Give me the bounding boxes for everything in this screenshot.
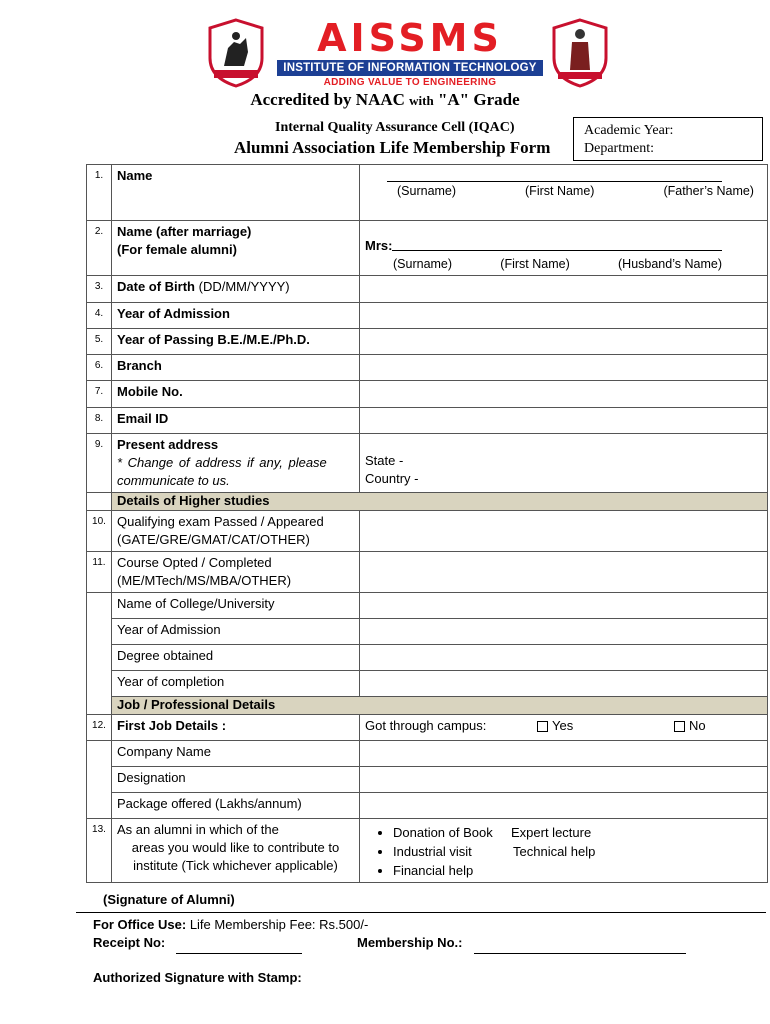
admission-label: Year of Admission xyxy=(112,303,360,329)
company-field[interactable] xyxy=(360,741,768,767)
exam-field[interactable] xyxy=(360,511,768,552)
completion-field[interactable] xyxy=(360,671,768,697)
row-number-empty xyxy=(87,767,112,793)
name-label: Name xyxy=(112,165,360,221)
degree-field[interactable] xyxy=(360,645,768,671)
table-row-email xyxy=(87,408,768,434)
admission-field[interactable] xyxy=(360,303,768,329)
table-row-package xyxy=(87,793,768,819)
row-number: 10. xyxy=(87,511,112,552)
address-field[interactable] xyxy=(360,434,768,493)
table-row-name xyxy=(87,165,768,221)
row-number-empty xyxy=(87,645,112,671)
receipt-no-field[interactable] xyxy=(176,953,302,954)
table-row-admission xyxy=(87,303,768,329)
row-number-empty xyxy=(87,593,112,619)
office-use-line xyxy=(93,917,368,932)
dob-label-text: Date of Birth xyxy=(117,279,195,294)
caption-fathers-name: (Father’s Name) xyxy=(663,184,754,198)
table-row-company xyxy=(87,741,768,767)
exam-label-line2: (GATE/GRE/GMAT/CAT/OTHER) xyxy=(117,532,310,547)
table-row-dob xyxy=(87,276,768,303)
option-financial-help[interactable]: Financial help xyxy=(393,863,474,878)
caption-first-name: (First Name) xyxy=(525,184,595,198)
accreditation-grade: "A" Grade xyxy=(437,90,520,109)
yes-checkbox[interactable] xyxy=(537,721,548,732)
degree-label: Degree obtained xyxy=(112,645,360,671)
table-row-mobile xyxy=(87,381,768,408)
address-note-line1 xyxy=(117,454,354,472)
designation-label: Designation xyxy=(112,767,360,793)
package-field[interactable] xyxy=(360,793,768,819)
company-label: Company Name xyxy=(112,741,360,767)
married-label-line1: Name (after marriage) xyxy=(117,224,252,239)
dob-field[interactable] xyxy=(360,276,768,303)
college-label: Name of College/University xyxy=(112,593,360,619)
no-option[interactable] xyxy=(674,717,706,735)
contribute-option-list xyxy=(365,823,762,880)
divider xyxy=(76,912,766,913)
first-job-field xyxy=(360,715,768,741)
hs-admission-label: Year of Admission xyxy=(112,619,360,645)
course-label xyxy=(112,552,360,593)
brand-subtitle: INSTITUTE OF INFORMATION TECHNOLOGY xyxy=(277,60,542,76)
academic-year-label: Academic Year: xyxy=(584,123,674,138)
table-row-hs-admission xyxy=(87,619,768,645)
row-number-empty xyxy=(87,741,112,767)
married-name-field[interactable] xyxy=(360,221,768,276)
no-label: No xyxy=(689,718,706,733)
married-underline xyxy=(392,237,722,251)
yes-label: Yes xyxy=(552,718,574,733)
dob-label xyxy=(112,276,360,303)
row-number-empty xyxy=(87,493,112,511)
dob-format: (DD/MM/YYYY) xyxy=(198,279,290,294)
caption-surname: (Surname) xyxy=(393,257,453,271)
no-checkbox[interactable] xyxy=(674,721,685,732)
yes-option[interactable] xyxy=(537,717,674,735)
table-row-designation xyxy=(87,767,768,793)
address-state-label: State - xyxy=(365,453,404,468)
contribute-label-line3: institute (Tick whichever applicable) xyxy=(133,858,338,873)
list-item[interactable] xyxy=(393,861,762,880)
row-number-empty xyxy=(87,619,112,645)
contribute-label-line2: areas you would like to contribute to xyxy=(131,840,340,855)
accreditation-with: with xyxy=(409,93,434,108)
row-number: 9. xyxy=(87,434,112,493)
email-field[interactable] xyxy=(360,408,768,434)
row-number: 13. xyxy=(87,819,112,883)
receipt-no-label: Receipt No: xyxy=(93,935,166,950)
table-row-exam xyxy=(87,511,768,552)
married-label-line2: (For female alumni) xyxy=(117,242,237,257)
institute-emblem-right-icon xyxy=(548,18,612,88)
package-label: Package offered (Lakhs/annum) xyxy=(112,793,360,819)
passing-label: Year of Passing B.E./M.E./Ph.D. xyxy=(112,329,360,355)
address-country-label: Country - xyxy=(365,471,419,486)
contribute-options xyxy=(360,819,768,883)
mrs-prefix: Mrs: xyxy=(365,238,393,253)
authorized-signature-label: Authorized Signature with Stamp: xyxy=(93,970,302,985)
row-number: 6. xyxy=(87,355,112,381)
table-row-section-job xyxy=(87,697,768,715)
iqac-heading: Internal Quality Assurance Cell (IQAC) xyxy=(275,120,515,135)
brand-block xyxy=(270,18,550,88)
course-field[interactable] xyxy=(360,552,768,593)
caption-husbands-name: (Husband’s Name) xyxy=(618,257,722,271)
completion-label: Year of completion xyxy=(112,671,360,697)
designation-field[interactable] xyxy=(360,767,768,793)
option-donation-of-book[interactable]: Donation of Book xyxy=(393,825,493,840)
contribute-label-line1: As an alumni in which of the xyxy=(117,822,279,837)
option-expert-lecture[interactable]: Expert lecture xyxy=(511,825,592,840)
campus-label: Got through campus: xyxy=(365,718,487,733)
membership-form-table xyxy=(86,164,768,883)
row-number: 11. xyxy=(87,552,112,593)
email-label: Email ID xyxy=(112,408,360,434)
membership-no-label: Membership No.: xyxy=(357,935,463,950)
address-note-line2: communicate to us. xyxy=(117,473,230,488)
membership-fee-text: Life Membership Fee: Rs.500/- xyxy=(189,917,369,932)
table-row-degree xyxy=(87,645,768,671)
membership-no-field[interactable] xyxy=(474,953,686,954)
option-technical-help[interactable]: Technical help xyxy=(513,844,596,859)
option-industrial-visit[interactable]: Industrial visit xyxy=(393,844,472,859)
row-number-empty xyxy=(87,793,112,819)
table-row-branch xyxy=(87,355,768,381)
course-label-line2: (ME/MTech/MS/MBA/OTHER) xyxy=(117,573,292,588)
contribute-label xyxy=(112,819,360,883)
course-label-line1: Course Opted / Completed xyxy=(117,555,272,570)
branch-field[interactable] xyxy=(360,355,768,381)
row-number: 1. xyxy=(87,165,112,221)
department-label: Department: xyxy=(584,141,654,156)
row-number: 5. xyxy=(87,329,112,355)
alumni-signature-label: (Signature of Alumni) xyxy=(103,892,235,907)
first-job-label: First Job Details : xyxy=(112,715,360,741)
hs-admission-field[interactable] xyxy=(360,619,768,645)
table-row-married-name xyxy=(87,221,768,276)
exam-label xyxy=(112,511,360,552)
table-row-completion xyxy=(87,671,768,697)
table-row-passing xyxy=(87,329,768,355)
name-field[interactable] xyxy=(360,165,768,221)
accreditation-line xyxy=(0,90,770,110)
row-number: 7. xyxy=(87,381,112,408)
address-label xyxy=(112,434,360,493)
table-row-contribute xyxy=(87,819,768,883)
accreditation-prefix: Accredited by NAAC xyxy=(250,90,405,109)
list-item[interactable] xyxy=(393,842,762,861)
table-row-address xyxy=(87,434,768,493)
row-number: 12. xyxy=(87,715,112,741)
caption-first-name: (First Name) xyxy=(500,257,570,271)
row-number-empty xyxy=(87,671,112,697)
brand-name: AISSMS xyxy=(317,16,503,60)
college-field[interactable] xyxy=(360,593,768,619)
section-heading-higher-studies: Details of Higher studies xyxy=(112,493,768,511)
address-label-text: Present address xyxy=(117,437,219,452)
brand-tagline: ADDING VALUE TO ENGINEERING xyxy=(323,77,497,88)
table-row-course xyxy=(87,552,768,593)
passing-field[interactable] xyxy=(360,329,768,355)
branch-label: Branch xyxy=(112,355,360,381)
academic-year-box[interactable] xyxy=(573,117,763,161)
table-row-first-job xyxy=(87,715,768,741)
exam-label-line1: Qualifying exam Passed / Appeared xyxy=(117,514,324,529)
office-use-label: For Office Use: xyxy=(93,917,187,932)
mobile-label: Mobile No. xyxy=(112,381,360,408)
table-row-college xyxy=(87,593,768,619)
address-note-text: * Change of address if any, please xyxy=(117,455,327,470)
row-number: 4. xyxy=(87,303,112,329)
table-row-section-higher-studies xyxy=(87,493,768,511)
institute-emblem-left-icon xyxy=(204,18,268,88)
row-number-empty xyxy=(87,697,112,715)
caption-surname: (Surname) xyxy=(397,184,457,198)
mobile-field[interactable] xyxy=(360,381,768,408)
form-title: Alumni Association Life Membership Form xyxy=(234,138,551,157)
row-number: 2. xyxy=(87,221,112,276)
list-item[interactable] xyxy=(393,823,762,842)
row-number: 8. xyxy=(87,408,112,434)
row-number: 3. xyxy=(87,276,112,303)
married-name-label xyxy=(112,221,360,276)
section-heading-job: Job / Professional Details xyxy=(112,697,768,715)
